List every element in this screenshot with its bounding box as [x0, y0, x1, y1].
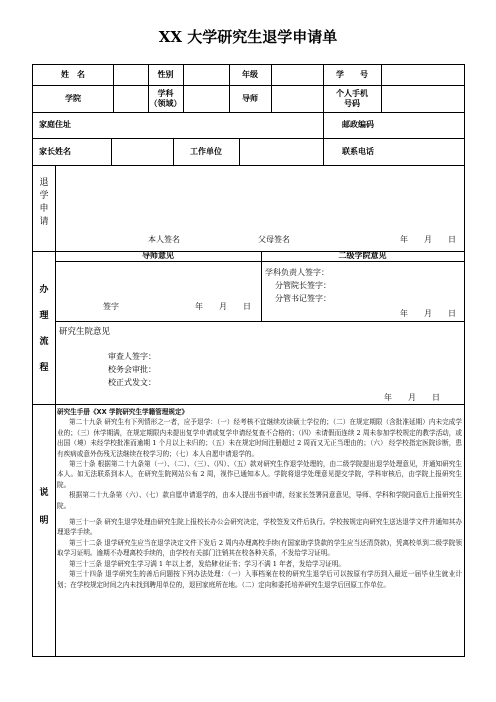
gender-label: 性别: [157, 70, 174, 79]
grad-school-signatures: [108, 350, 156, 389]
withdraw-label-char: 申: [39, 204, 49, 214]
process-label-char: 流: [39, 337, 49, 347]
notes-paragraph: 根据第二十九条第（六）、（七）款自愿申请退学的，由本人提出书面申请，经家长签署同意意见，导师、学科和学院同意后上报研究生院。: [57, 491, 462, 510]
college-opinion-heading: 二级学院意见: [338, 251, 387, 260]
notes-paragraph: 第三十条 根据第二十九条第（一）、（二）、（三）、（四）、（五）款对研究生作退学处理的，由二级学院提出退学处理意见，并通知研究生本人。如无法联系到本人，在研究生院网站公布 2 周，视作已通知本人。学院将退学处理意见提交学院，学科审核后，由学院上报研究生院。: [57, 460, 462, 489]
discipline-label-line2: （领域）: [149, 98, 182, 108]
notes-paragraph: 第三十三条 退学研究生学习满 1 年以上者，发给肄业证书；学习不满 1 年者，发给学习证明。: [69, 559, 346, 568]
supervisor-opinion-heading: 导师意见: [142, 251, 174, 260]
notes-label-char: 明: [39, 516, 49, 526]
supervisor-label: 导师: [242, 93, 258, 103]
phone-label: [323, 85, 381, 112]
notes-paragraph: 第三十二条 退学研究生应当在退学决定文件下发后 2 周内办理离校手续(有国家助学贷款的学生应当还清贷款)，凭离校单到二级学院领取学习证明。逾期不办理离校手续的，由学校有关部门注销其在校各种关系，不发给学习证明。: [57, 538, 462, 558]
discipline-label: [148, 85, 183, 112]
withdraw-date: 年 月 日: [400, 235, 456, 244]
process-label-char: 办: [39, 285, 49, 295]
phone-label-line1: 个人手机: [336, 88, 368, 98]
col-divider: [55, 165, 56, 656]
grad-signature-line: 校正式发文：: [108, 378, 156, 387]
supervisor-signature-label: 签字: [103, 302, 119, 311]
row-divider: [33, 404, 464, 405]
application-form: [32, 64, 465, 657]
college-signature-line: 分管院长签字：: [275, 281, 331, 290]
grade-label: 年级: [242, 70, 258, 79]
withdraw-label-char: 请: [39, 217, 49, 227]
col-divider: [381, 65, 382, 112]
grad-school-date: 年 月 日: [384, 393, 440, 402]
page-title: XX 大学研究生退学申请单: [158, 28, 338, 46]
process-label-char: 程: [39, 363, 49, 373]
row-divider: [33, 165, 464, 166]
notes-heading: 研究生手册《XX 学院研究生学籍管理规定》: [57, 408, 189, 416]
notes-paragraph: 第二十九条 研究生有下列情形之一者，应予退学：（一）经考核不宜继续攻读硕士学位的；（二）在规定期限（含批准延期）内未完成学业的；（三）休学期满，在规定期限内未提出复学申请或复学申请经复查不合格的；（四）未请假而连续 2 周未参加学校规定的教学活动，或出国（境）未经学校批准而逾期 1 个月以上未归的；（五）未在规定时间注册超过 2 周而又无正当理由的；（六） 经学校指定医院诊断，患有疾病或意外伤残无法继续在校学习的；（七）本人自愿申请退学的。: [57, 418, 462, 458]
grad-signature-line: 校务会审批：: [108, 365, 156, 374]
grad-signature-line: 审查人签字：: [108, 352, 156, 361]
supervisor-date: 年 月 日: [195, 302, 251, 311]
withdraw-label-char: 学: [39, 191, 49, 201]
college-signature-line: 学科负责人签字：: [265, 268, 329, 277]
col-divider: [183, 65, 184, 112]
grad-school-opinion-label: 研究生院意见: [59, 327, 111, 337]
col-divider: [271, 65, 272, 112]
address-label: 家庭住址: [39, 120, 71, 129]
row-divider: [55, 261, 464, 262]
phone-label-line2: 号码: [344, 98, 360, 108]
row-divider: [55, 321, 464, 322]
name-label: 姓 名: [61, 70, 85, 79]
contact-phone-label: 联系电话: [342, 146, 374, 156]
withdraw-label-char: 退: [39, 178, 49, 188]
withdraw-section-label: [37, 177, 51, 229]
col-divider: [113, 65, 114, 112]
college-signatures: [265, 266, 331, 305]
student-id-label: 学 号: [336, 70, 368, 79]
college-signature-line: 分管书记签字：: [275, 294, 331, 303]
postcode-label: 邮政编码: [342, 120, 374, 129]
parent-name-label: 家长姓名: [39, 146, 71, 156]
process-section-label: [37, 277, 51, 381]
parent-signature-label: 父母签名: [258, 235, 290, 244]
col-divider: [239, 138, 240, 165]
notes-body: [57, 407, 462, 590]
col-divider: [261, 251, 262, 321]
workplace-label: 工作单位: [190, 146, 222, 156]
notes-label-char: 说: [39, 488, 49, 498]
col-divider: [111, 138, 112, 165]
notes-section-label: [37, 479, 51, 535]
notes-paragraph: 第三十一条 研究生退学处理由研究生院上报校长办公会研究决定，学校签发文件后执行。学校按规定向研究生送达退学文件并通知其办理退学手续。: [57, 518, 462, 537]
college-date: 年 月 日: [400, 309, 456, 318]
discipline-label-line1: 学科: [157, 88, 174, 98]
college-label: 学院: [65, 93, 81, 103]
process-label-char: 理: [39, 311, 49, 321]
student-signature-label: 本人签名: [148, 235, 180, 244]
notes-paragraph: 第三十四条 退学研究生的善后问题按下列办法处理：（一）入事档案在校的研究生退学后可以按原有学历到入最近一届毕业生就业计划；在学校规定时间之内未找到聘用单位的，退回家庭所在地。（二）定向和委托培养研究生退学后回原工作单位。: [57, 570, 462, 589]
